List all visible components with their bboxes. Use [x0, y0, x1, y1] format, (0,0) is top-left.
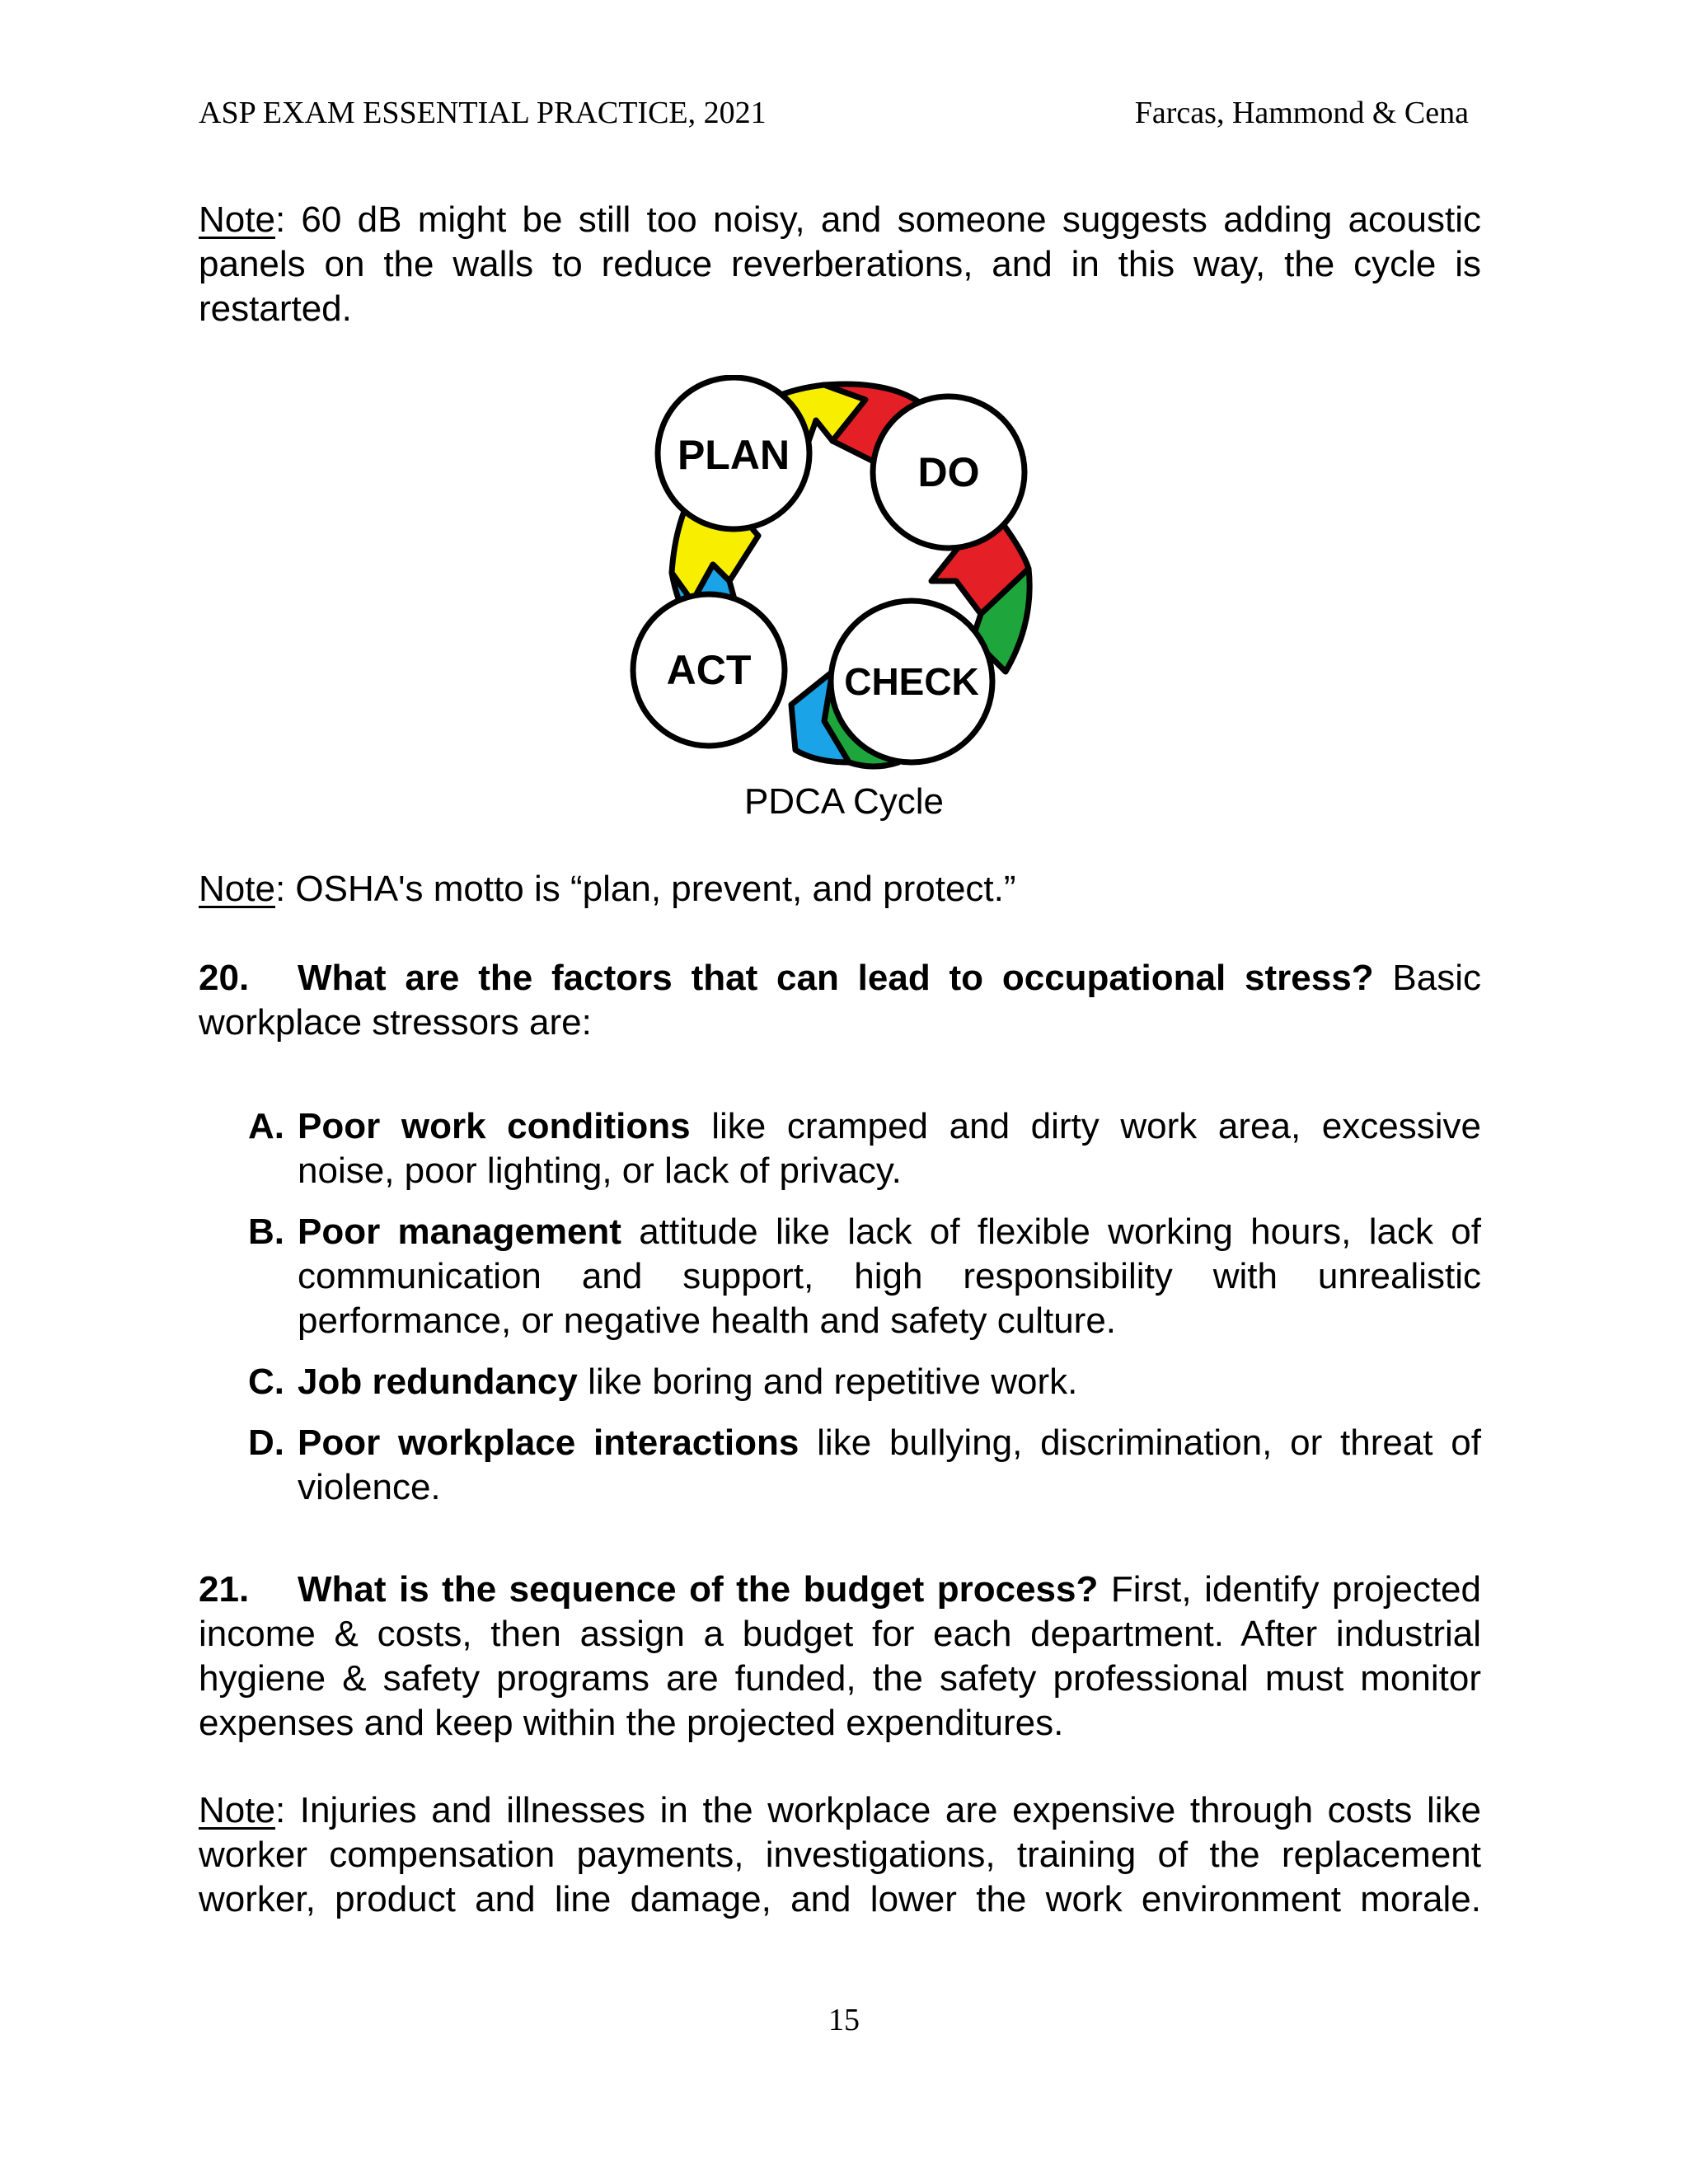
- question-20: [199, 956, 1481, 1045]
- diagram-caption: PDCA Cycle: [743, 781, 945, 822]
- list-item: [248, 1210, 1481, 1343]
- list-marker: A.: [248, 1106, 284, 1146]
- item-bold: Poor workplace interactions: [298, 1422, 799, 1463]
- note-osha: [199, 867, 1481, 912]
- item-text: like cramped and dirty work area, excessive noise, poor lighting, or lack of privacy.: [298, 1106, 1481, 1191]
- item-text: like bullying, discrimination, or threat of violence.: [298, 1422, 1481, 1507]
- list-item: [248, 1360, 1481, 1404]
- list-marker: D.: [248, 1422, 284, 1463]
- question-intro: Basic workplace stressors are:: [199, 958, 1482, 1043]
- note-text: : OSHA's motto is “plan, prevent, and protect.”: [274, 869, 1016, 909]
- item-bold: Poor work conditions: [298, 1106, 691, 1146]
- item-bold: Poor management: [298, 1212, 621, 1252]
- note-label: Note: [199, 1790, 275, 1830]
- note-label: Note: [199, 199, 275, 240]
- header-title: ASP EXAM ESSENTIAL PRACTICE, 2021: [199, 96, 767, 130]
- check-label: CHECK: [844, 660, 979, 703]
- note-acoustic: [199, 198, 1481, 331]
- pdca-cycle-diagram: [626, 375, 1055, 779]
- question-answer: First, identify projected income & costs, then assign a budget for each department. After industrial hygiene & safety programs are funded, the safety professional must monitor expenses and keep within the projected expenditures.: [199, 1569, 1481, 1743]
- note-label: Note: [199, 869, 275, 909]
- note-costs: [199, 1788, 1481, 1922]
- list-marker: C.: [248, 1361, 284, 1402]
- page-number: 15: [828, 2003, 860, 2037]
- list-item: [248, 1104, 1481, 1193]
- plan-label: PLAN: [677, 432, 790, 478]
- question-number: 21.: [199, 1569, 250, 1610]
- header-authors: Farcas, Hammond & Cena: [1134, 96, 1469, 130]
- list-item: [248, 1421, 1481, 1510]
- act-label: ACT: [666, 647, 752, 693]
- item-bold: Job redundancy: [298, 1361, 578, 1402]
- question-text: What is the sequence of the budget process?: [298, 1569, 1099, 1610]
- stressor-list: [248, 1104, 1481, 1510]
- list-marker: B.: [248, 1212, 284, 1252]
- note-text: : Injuries and illnesses in the workplace are expensive through costs like worker compensation payments, investigations, training of the replacement worker, product and line damage, and lower the work environment morale.: [199, 1790, 1481, 1919]
- item-text: attitude like lack of flexible working hours, lack of communication and support, high responsibility with unrealistic performance, or negative health and safety culture.: [298, 1212, 1481, 1341]
- question-text: What are the factors that can lead to occupational stress?: [298, 958, 1374, 998]
- question-number: 20.: [199, 958, 250, 998]
- note-text: : 60 dB might be still too noisy, and someone suggests adding acoustic panels on the walls to reduce reverberations, and in this way, the cycle is restarted.: [199, 199, 1481, 329]
- do-label: DO: [917, 449, 980, 495]
- question-21: [199, 1568, 1481, 1746]
- item-text: like boring and repetitive work.: [577, 1361, 1078, 1402]
